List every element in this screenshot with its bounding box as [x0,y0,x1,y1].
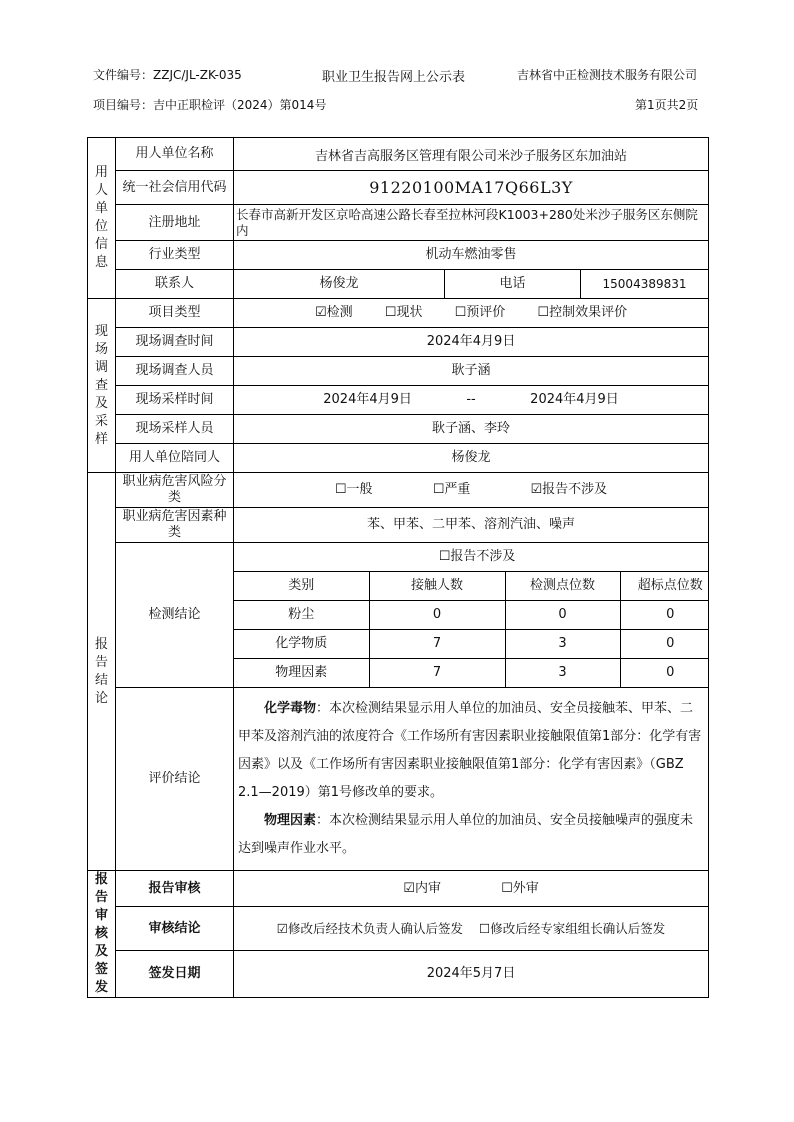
detection-conclusion-label: 检测结论 [116,543,234,688]
col-header-points: 检测点位数 [505,572,620,601]
checkbox-control-effect[interactable]: ☐控制效果评价 [537,305,628,320]
sampling-end: 2024年4月9日 [530,392,619,407]
cell-points: 0 [505,601,620,630]
cell-exposed: 0 [369,601,505,630]
survey-time: 2024年4月9日 [234,328,709,357]
cell-category: 物理因素 [234,659,369,687]
section-employer-info-label: 用 人 单 位 信 息 [88,138,116,299]
section-conclusion-label: 报 告 结 论 [88,473,116,871]
sampling-separator: -- [466,392,476,407]
phone-label: 电话 [445,270,581,299]
survey-time-label: 现场调查时间 [116,328,234,357]
escort-label: 用人单位陪同人 [116,444,234,473]
chemical-conclusion: 化学毒物：本次检测结果显示用人单位的加油员、安全员接触苯、甲苯、二甲苯及溶剂汽油的浓度符合《工作场所有害因素职业接触限值第1部分：化学有害因素》以及《工作场所有害因素职业接触限值第1部分：化学有害因素》（GBZ 2.1—2019）第1号修改单的要求。 [238,701,702,800]
evaluation-conclusion-label: 评价结论 [116,688,234,871]
checkbox-detection[interactable]: ☑检测 [314,305,353,320]
address: 长春市高新开发区京哈高速公路长春至拉林河段K1003+280处米沙子服务区东侧院内 [234,205,709,241]
col-header-exceed: 超标点位数 [620,572,709,601]
sampling-staff: 耿子涵、李玲 [234,415,709,444]
project-type-options [234,299,709,328]
review-label: 报告审核 [116,871,234,907]
section-review-issue-label: 报 告 审 核 及 签 发 [88,871,116,998]
project-number: 项目编号：吉中正职检评（2024）第014号 [93,98,327,112]
survey-staff: 耿子涵 [234,357,709,386]
risk-class-options [234,473,709,508]
industry: 机动车燃油零售 [234,241,709,270]
address-label: 注册地址 [116,205,234,241]
col-header-category: 类别 [234,572,369,601]
checkbox-external-review[interactable]: ☐外审 [501,880,539,896]
review-options [234,871,709,907]
phone-number: 15004389831 [581,270,709,299]
table-row [234,630,709,659]
escort-name: 杨俊龙 [234,444,709,473]
unit-name: 吉林省吉高服务区管理有限公司米沙子服务区东加油站 [234,138,709,171]
checkbox-report-not-involved[interactable]: ☐报告不涉及 [438,549,516,565]
disclosure-table [87,137,709,998]
doc-title: 职业卫生报告网上公示表 [322,70,466,85]
page-number: 第1页共2页 [635,98,699,112]
issue-date-label: 签发日期 [116,951,234,998]
review-conclusion-options [234,907,709,951]
survey-staff-label: 现场调查人员 [116,357,234,386]
cell-points: 3 [505,659,620,687]
cell-exposed: 7 [369,630,505,659]
hazard-factors: 苯、甲苯、二甲苯、溶剂汽油、噪声 [234,508,709,543]
cell-exceed: 0 [620,630,709,659]
contact-name: 杨俊龙 [234,270,445,299]
review-conclusion-label: 审核结论 [116,907,234,951]
checkbox-general[interactable]: ☐一般 [334,482,373,497]
cell-category: 化学物质 [234,630,369,659]
checkbox-internal-review[interactable]: ☑内审 [403,880,441,896]
checkbox-serious[interactable]: ☐严重 [432,482,471,497]
sampling-staff-label: 现场采样人员 [116,415,234,444]
table-row [234,659,709,687]
cell-exposed: 7 [369,659,505,687]
cell-exceed: 0 [620,601,709,630]
col-header-exposed: 接触人数 [369,572,505,601]
issue-date: 2024年5月7日 [234,951,709,998]
unit-name-label: 用人单位名称 [116,138,234,171]
industry-label: 行业类型 [116,241,234,270]
sampling-time [234,386,709,415]
cell-exceed: 0 [620,659,709,687]
cell-points: 3 [505,630,620,659]
table-row [234,601,709,630]
project-type-label: 项目类型 [116,299,234,328]
cell-category: 粉尘 [234,601,369,630]
section-site-survey-label: 现 场 调 查 及 采 样 [88,299,116,473]
checkbox-not-involved[interactable]: ☑报告不涉及 [530,482,608,497]
contact-label: 联系人 [116,270,234,299]
risk-class-label: 职业病危害风险分类 [116,473,234,508]
detection-table [234,544,709,687]
checkbox-expert-lead-confirm[interactable]: ☐修改后经专家组组长确认后签发 [479,920,666,936]
company-name: 吉林省中正检测技术服务有限公司 [517,68,698,82]
credit-code-label: 统一社会信用代码 [116,171,234,205]
detection-conclusion [234,543,709,688]
sampling-start: 2024年4月9日 [323,392,412,407]
checkbox-pre-evaluation[interactable]: ☐预评价 [454,305,506,320]
sampling-time-label: 现场采样时间 [116,386,234,415]
evaluation-conclusion [234,688,709,871]
checkbox-tech-lead-confirm[interactable]: ☑修改后经技术负责人确认后签发 [276,920,464,936]
physical-conclusion: 物理因素：本次检测结果显示用人单位的加油员、安全员接触噪声的强度未达到噪声作业水平。 [238,813,694,856]
doc-number: 文件编号：ZZJC/JL-ZK-035 [93,68,242,82]
credit-code: 91220100MA17Q66L3Y [234,171,709,205]
hazard-factor-label: 职业病危害因素种类 [116,508,234,543]
checkbox-status[interactable]: ☐现状 [384,305,423,320]
